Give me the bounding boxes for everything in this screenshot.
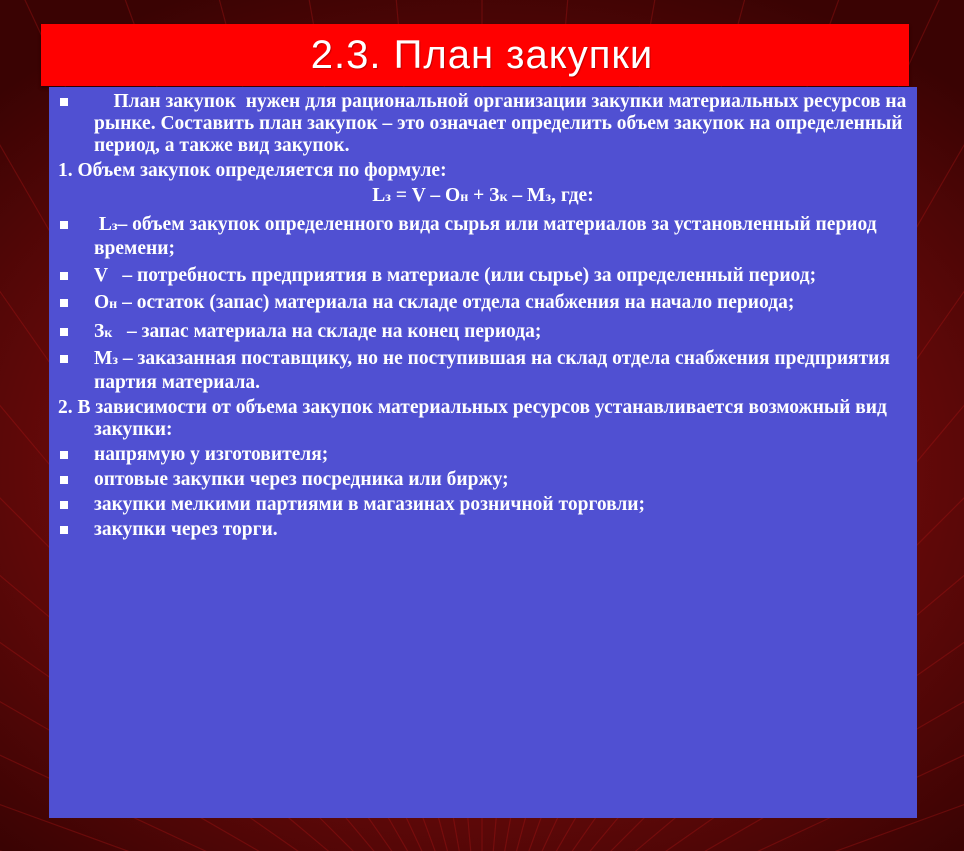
intro-paragraph [58, 91, 912, 157]
slide-body [58, 91, 912, 541]
definition-item: Мз – заказанная поставщику, но не поступившая на склад отдела снабжения предприятия партия материала. [58, 348, 908, 394]
definition-item: V – потребность предприятия в материале (или сырье) за определенный период; [58, 265, 908, 287]
square-bullet-icon [60, 98, 68, 106]
square-bullet-icon [60, 328, 68, 336]
point-2-heading: 2. В зависимости от объема закупок материальных ресурсов устанавливается возможный вид закупки: [58, 397, 887, 440]
definition-item: Он – остаток (запас) материала на складе отдела снабжения на начало периода; [58, 292, 908, 316]
purchase-type-item: напрямую у изготовителя; [58, 444, 908, 466]
square-bullet-icon [60, 299, 68, 307]
square-bullet-icon [60, 476, 68, 484]
slide-title: 2.3. План закупки [310, 33, 654, 77]
definition-item: Зк – запас материала на складе на конец периода; [58, 321, 908, 345]
purchase-type-item: закупки мелкими партиями в магазинах розничной торговли; [58, 494, 908, 516]
purchase-type-item: закупки через торги. [58, 519, 908, 541]
definition-item: Lз– объем закупок определенного вида сырья или материалов за установленный период времени; [58, 214, 908, 260]
formula: Lз = V – Он + Зк – Мз, где: [372, 185, 594, 206]
square-bullet-icon [60, 526, 68, 534]
square-bullet-icon [60, 501, 68, 509]
purchase-type-item: оптовые закупки через посредника или биржу; [58, 469, 908, 491]
square-bullet-icon [60, 272, 68, 280]
square-bullet-icon [60, 451, 68, 459]
intro-text: План закупок нужен для рациональной организации закупки материальных ресурсов на рынке. Составить план закупок – это означает определить объем закупок на определенный период, а также вид закупок. [94, 91, 912, 156]
point-1-heading: 1. Объем закупок определяется по формуле: [58, 160, 447, 181]
square-bullet-icon [60, 355, 68, 363]
square-bullet-icon [60, 221, 68, 229]
